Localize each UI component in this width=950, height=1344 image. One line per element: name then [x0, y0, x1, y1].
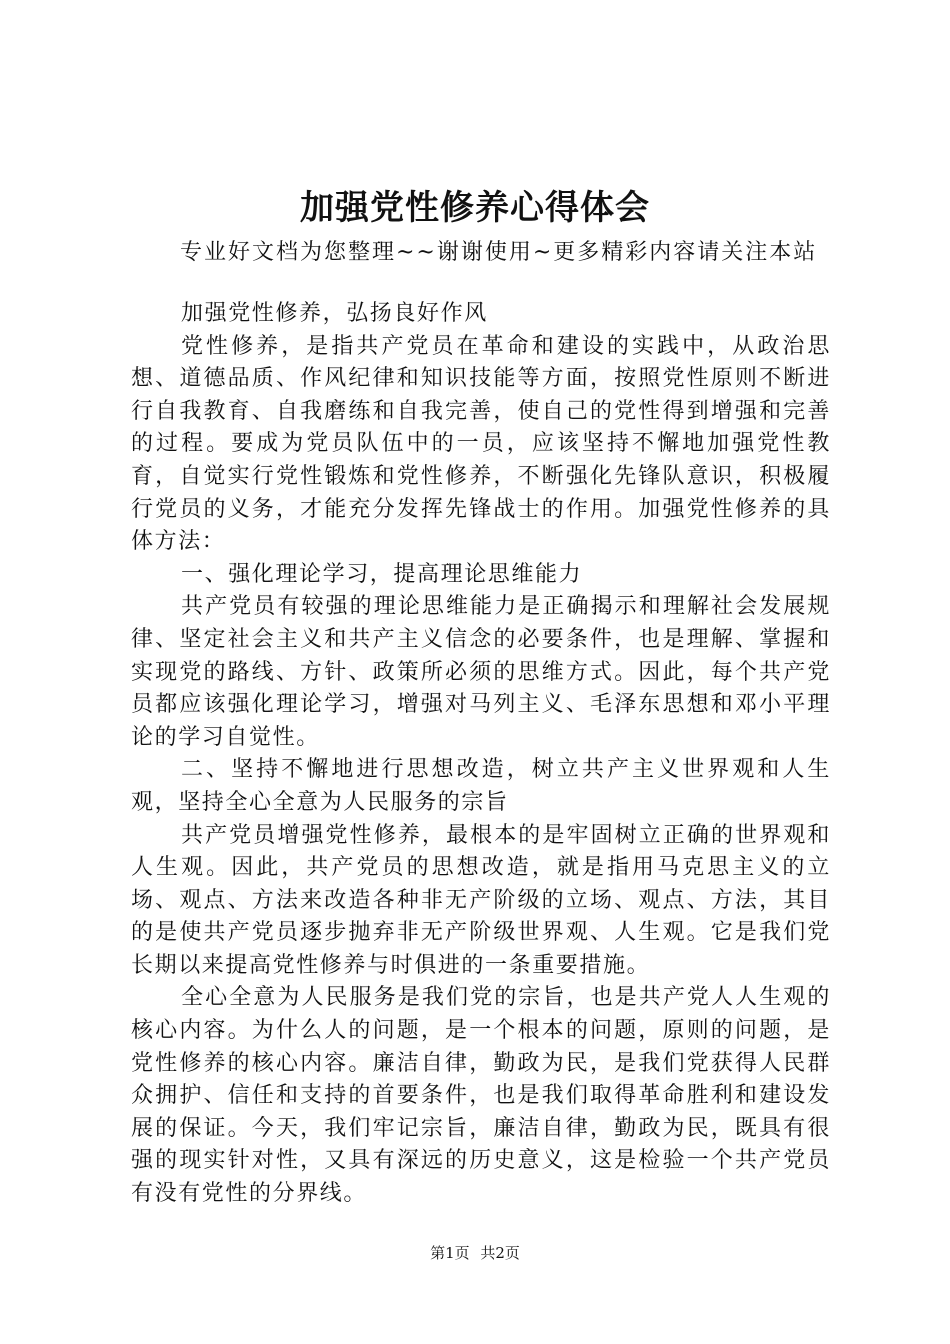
- section-heading-1: 一、强化理论学习，提高理论思维能力: [181, 561, 583, 587]
- paragraph-heading: 加强党性修养，弘扬良好作风: [181, 301, 488, 326]
- section-heading-2: 二、坚持不懈地进行思想改造，树立共产主义世界观和人生观，坚持全心全意为人民服务的宗旨: [131, 757, 831, 815]
- page-footer: [0, 1243, 950, 1263]
- page-number: 第1页: [430, 1244, 470, 1262]
- paragraph: 党性修养，是指共产党员在革命和建设的实践中，从政治思想、道德品质、作风纪律和知识技能等方面，按照党性原则不断进行自我教育、自我磨练和自我完善，使自己的党性得到增强和完善的过程。要成为党员队伍中的一员，应该坚持不懈地加强党性教育，自觉实行党性锻炼和党性修养，不断强化先锋队意识，积极履行党员的义务，才能充分发挥先锋战士的作用。加强党性修养的具体方法：: [131, 333, 831, 555]
- document-body: [131, 298, 831, 1211]
- document-title: 加强党性修养心得体会: [300, 188, 650, 228]
- page-total: 共2页: [480, 1244, 520, 1262]
- document-subtitle: 专业好文档为您整理~~谢谢使用~更多精彩内容请关注本站: [180, 240, 818, 265]
- paragraph: 共产党员有较强的理论思维能力是正确揭示和理解社会发展规律、坚定社会主义和共产主义信念的必要条件，也是理解、掌握和实现党的路线、方针、政策所必须的思维方式。因此，每个共产党员都应该强化理论学习，增强对马列主义、毛泽东思想和邓小平理论的学习自觉性。: [131, 594, 831, 750]
- paragraph: 全心全意为人民服务是我们党的宗旨，也是共产党人人生观的核心内容。为什么人的问题，是一个根本的问题，原则的问题，是党性修养的核心内容。廉洁自律，勤政为民，是我们党获得人民群众拥护、信任和支持的首要条件，也是我们取得革命胜利和建设发展的保证。今天，我们牢记宗旨，廉洁自律，勤政为民，既具有很强的现实针对性，又具有深远的历史意义，这是检验一个共产党员有没有党性的分界线。: [131, 985, 831, 1207]
- paragraph: 共产党员增强党性修养，最根本的是牢固树立正确的世界观和人生观。因此，共产党员的思想改造，就是指用马克思主义的立场、观点、方法来改造各种非无产阶级的立场、观点、方法，其目的是使共产党员逐步抛弃非无产阶级世界观、人生观。它是我们党长期以来提高党性修养与时俱进的一条重要措施。: [131, 822, 831, 978]
